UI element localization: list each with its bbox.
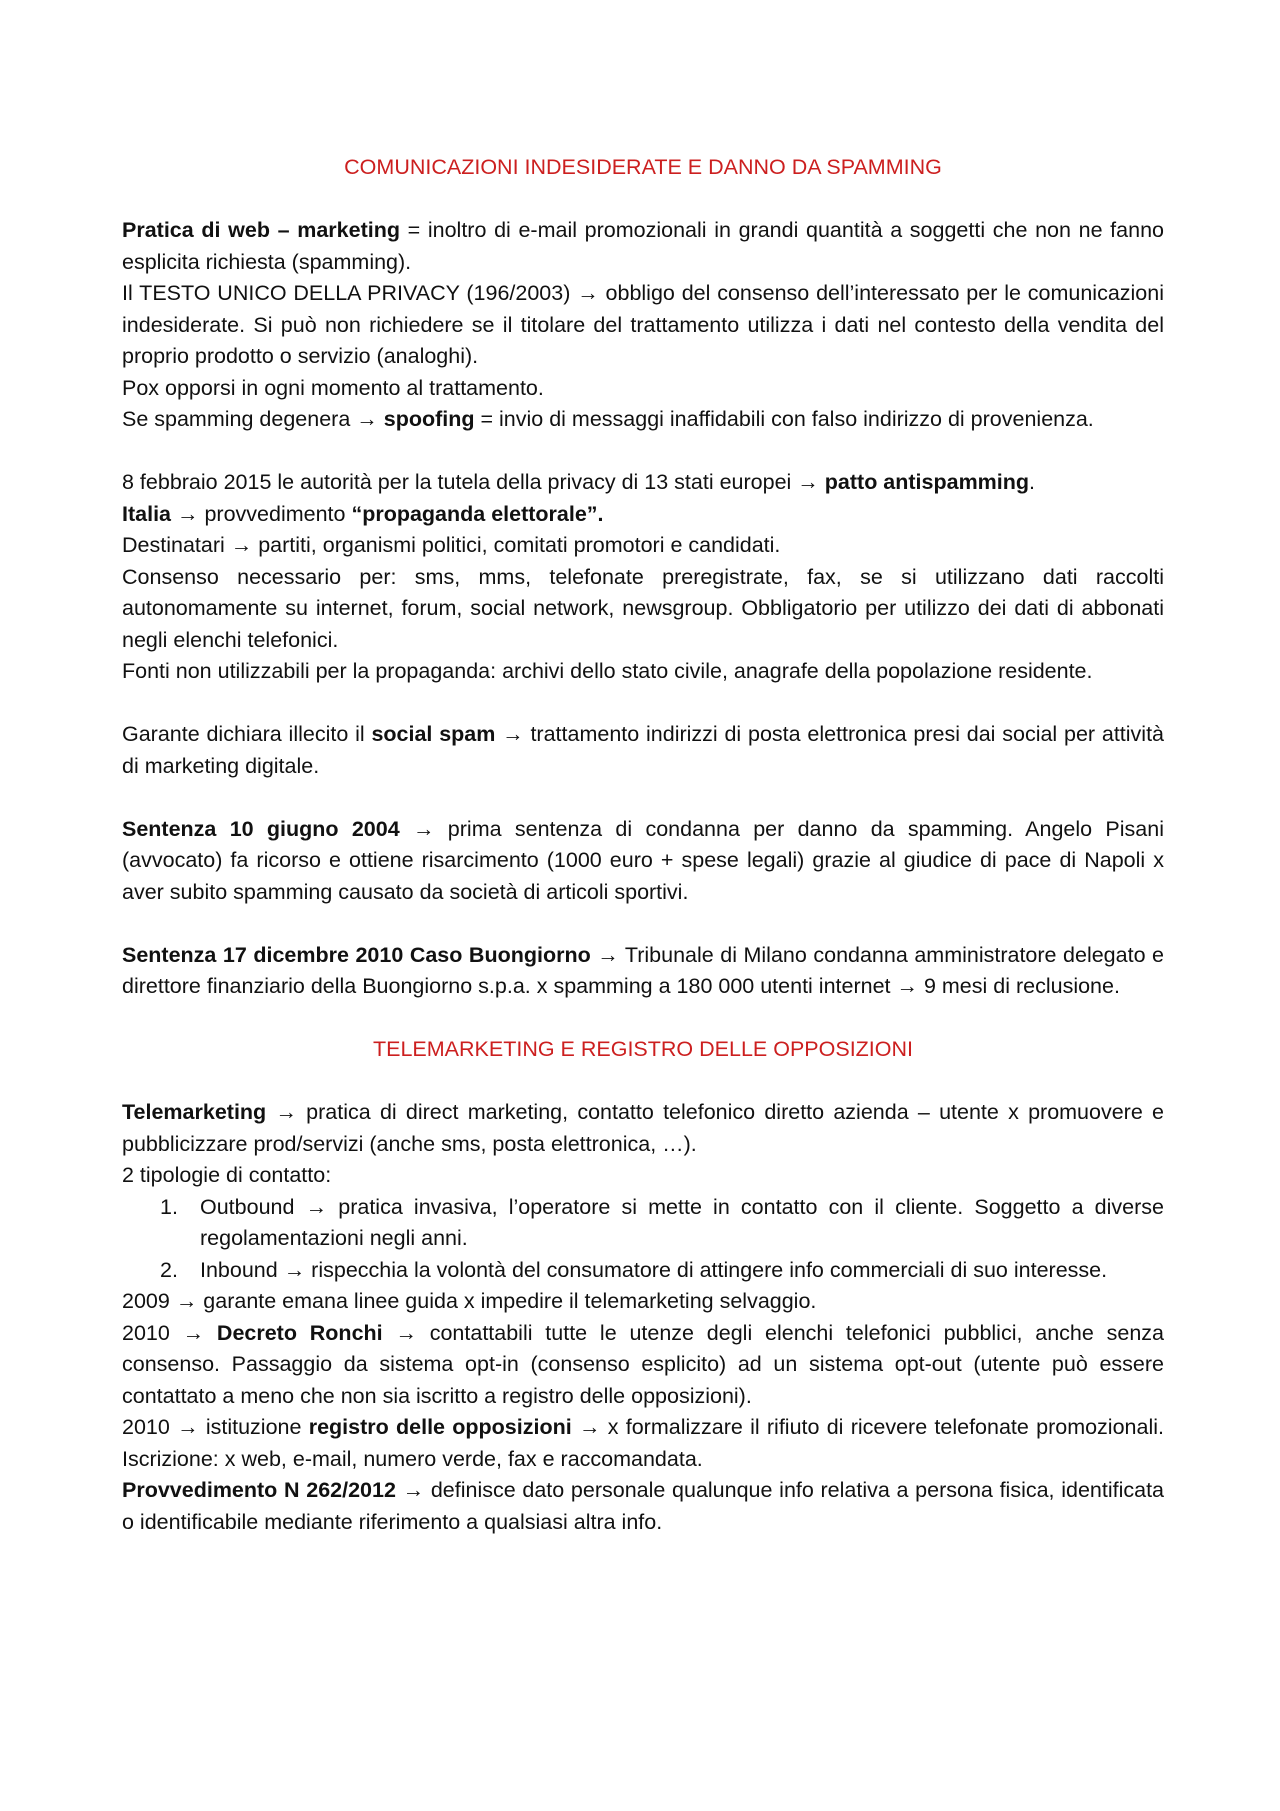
arrow-icon: →	[896, 974, 918, 998]
paragraph-spoofing: Se spamming degenera → spoofing = invio di messaggi inaffidabili con falso indirizzo di provenienza.	[122, 407, 1094, 431]
list-number: 2.	[160, 1257, 178, 1282]
paragraph-sentenza-2010: Sentenza 17 dicembre 2010 Caso Buongiorno → Tribunale di Milano condanna amministratore delegato e direttore finanziario della Buongiorno s.p.a. x spamming a 180 000 utenti internet → 9 mesi di reclusione.	[122, 942, 1165, 998]
arrow-icon: →	[413, 816, 435, 841]
paragraph-decreto-ronchi: 2010 → Decreto Ronchi → contattabili tutte le utenze degli elenchi telefonici pubblici, anche senza consenso. Passaggio da sistema opt-in (consenso esplicito) ad un sistema opt-out (utente può essere contattato a meno che non sia iscritto a registro delle opposizioni).	[122, 1320, 1164, 1408]
arrow-icon: →	[797, 470, 819, 494]
bold-term: Decreto Ronchi	[216, 1320, 383, 1345]
arrow-icon: →	[395, 1320, 417, 1345]
arrow-icon: →	[597, 942, 619, 967]
paragraph-patto-antispamming: 8 febbraio 2015 le autorità per la tutela della privacy di 13 stati europei → patto antispamming.	[122, 470, 1036, 494]
arrow-icon: →	[283, 1257, 306, 1282]
list-item: 1. Outbound → pratica invasiva, l’operatore si mette in contatto con il cliente. Soggetto a diverse regolamentazioni negli anni.	[200, 1192, 1164, 1255]
bold-term: registro delle opposizioni	[308, 1415, 572, 1439]
paragraph-consenso: Consenso necessario per: sms, mms, telefonate preregistrate, fax, se si utilizzano dati raccolti autonomamente su internet, forum, social network, newsgroup. Obbligatorio per utilizzo dei dati di abbonati negli elenchi telefonici.	[122, 564, 1164, 652]
paragraph-testo-unico: Il TESTO UNICO DELLA PRIVACY (196/2003) → obbligo del consenso dell’interessato per le comunicazioni indesiderate. Si può non richiedere se il titolare del trattamento utilizza i dati nel contesto della vendita del proprio prodotto o servizio (analoghi).	[122, 281, 1164, 368]
contact-types-list	[122, 1192, 1164, 1287]
paragraph-telemarketing: Telemarketing → pratica di direct marketing, contatto telefonico diretto azienda – utente x promuovere e pubblicizzare prod/servizi (anche sms, posta elettronica, …).	[122, 1100, 1164, 1156]
bold-term: Pratica di web – marketing	[122, 218, 400, 242]
bold-term: Provvedimento N 262/2012	[122, 1478, 396, 1502]
bold-term: Telemarketing	[122, 1100, 267, 1124]
arrow-icon: →	[305, 1194, 328, 1219]
paragraph-fonti: Fonti non utilizzabili per la propaganda: archivi dello stato civile, anagrafe della popolazione residente.	[122, 659, 1093, 683]
paragraph-italia: Italia → provvedimento “propaganda elettorale”.	[122, 501, 604, 526]
section-title-spamming: COMUNICAZIONI INDESIDERATE E DANNO DA SPAMMING	[344, 155, 942, 179]
paragraph-web-marketing: Pratica di web – marketing = inoltro di e-mail promozionali in grandi quantità a soggetti che non ne fanno esplicita richiesta (spamming).	[122, 218, 1164, 274]
bold-term: Italia	[122, 501, 171, 526]
bold-term: spoofing	[383, 407, 475, 431]
section-title-telemarketing: TELEMARKETING E REGISTRO DELLE OPPOSIZIONI	[373, 1037, 913, 1061]
paragraph-registro-opposizioni: 2010 → istituzione registro delle opposizioni → x formalizzare il rifiuto di ricevere telefonate promozionali. Iscrizione: x web, e-mail, numero verde, fax e raccomandata.	[122, 1415, 1164, 1471]
paragraph-sentenza-2004: Sentenza 10 giugno 2004 → prima sentenza di condanna per danno da spamming. Angelo Pisani (avvocato) fa ricorso e ottiene risarcimento (1000 euro + spese legali) grazie al giudice di pace di Napoli x aver subito spamming causato da società di articoli sportivi.	[122, 816, 1164, 904]
arrow-icon: →	[175, 1289, 198, 1313]
bold-term: “propaganda elettorale”.	[351, 501, 604, 526]
arrow-icon: →	[502, 722, 524, 746]
list-number: 1.	[160, 1194, 178, 1219]
bold-term: patto antispamming	[824, 470, 1030, 494]
arrow-icon: →	[182, 1320, 205, 1345]
paragraph-provvedimento: Provvedimento N 262/2012 → definisce dato personale qualunque info relativa a persona fisica, identificata o identificabile mediante riferimento a qualsiasi altra info.	[122, 1478, 1165, 1534]
paragraph-destinatari: Destinatari → partiti, organismi politici, comitati promotori e candidati.	[122, 533, 781, 557]
paragraph-social-spam: Garante dichiara illecito il social spam → trattamento indirizzi di posta elettronica presi dai social per attività di marketing digitale.	[122, 722, 1165, 778]
arrow-icon: →	[275, 1100, 297, 1124]
list-item: 2. Inbound → rispecchia la volontà del consumatore di attingere info commerciali di suo interesse.	[200, 1255, 1164, 1287]
paragraph-tipologie: 2 tipologie di contatto:	[122, 1163, 332, 1187]
paragraph-opposizione: Pox opporsi in ogni momento al trattamento.	[122, 375, 544, 400]
arrow-icon: →	[176, 501, 199, 526]
bold-term: social spam	[371, 722, 496, 746]
arrow-icon: →	[402, 1478, 425, 1502]
paragraph-2009: 2009 → garante emana linee guida x impedire il telemarketing selvaggio.	[122, 1289, 817, 1313]
bold-term: Sentenza 17 dicembre 2010 Caso Buongiorno	[122, 942, 591, 967]
arrow-icon: →	[230, 533, 253, 557]
arrow-icon: →	[577, 281, 599, 305]
arrow-icon: →	[356, 407, 378, 431]
bold-term: Sentenza 10 giugno 2004	[122, 816, 400, 841]
arrow-icon: →	[177, 1415, 199, 1439]
arrow-icon: →	[578, 1415, 601, 1439]
